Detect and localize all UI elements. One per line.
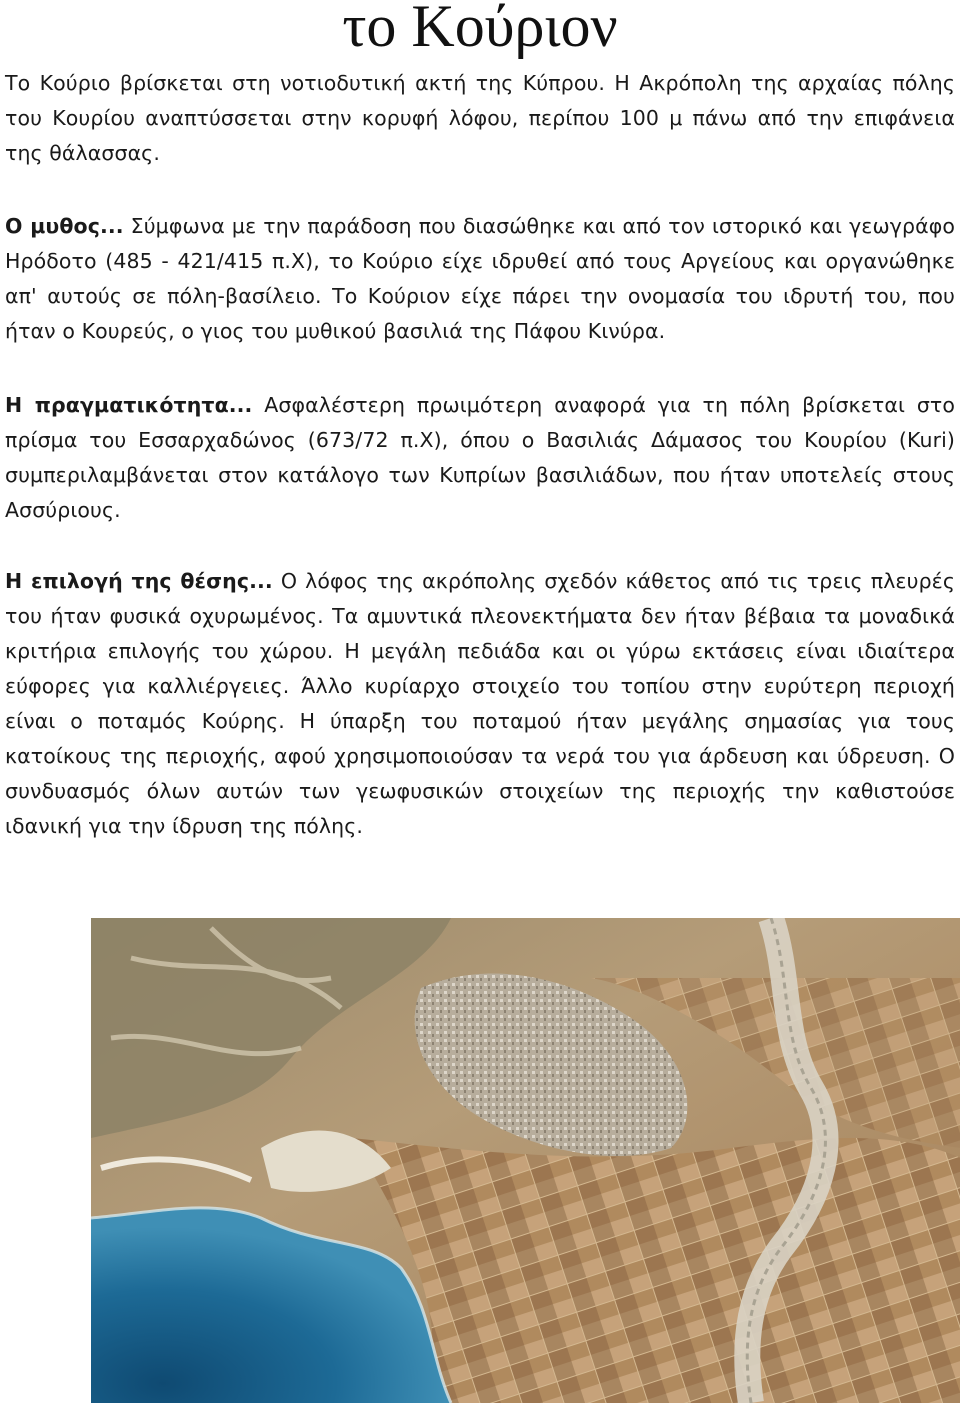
reality-heading: Η πραγματικότητα... (5, 393, 253, 417)
aerial-map-photo (91, 918, 960, 1403)
reality-paragraph (5, 388, 955, 528)
page-title: το Κούριον (342, 0, 618, 59)
site-choice-heading: Η επιλογή της θέσης... (5, 569, 273, 593)
myth-paragraph (5, 209, 955, 349)
site-choice-paragraph (5, 564, 955, 844)
field-area (351, 1138, 960, 1403)
reality-body: Ασφαλέστερη πρωιμότερη αναφορά για τη πόλη βρίσκεται στο πρίσμα του Εσσαρχαδώνος (673/72 π.Χ), όπου ο Βασιλιάς Δάμασος του Κουρίου (Kuri) συμπεριλαμβάνεται στον κατάλογο των Κυπρίων βασιλιάδων, που ήταν υποτελείς στους Ασσύριους. (5, 393, 956, 522)
site-choice-body: Ο λόφος της ακρόπολης σχεδόν κάθετος από τις τρεις πλευρές του ήταν φυσικά οχυρωμένος. Τα αμυντικά πλεονεκτήματα δεν ήταν βέβαια τα μοναδικά κριτήρια επιλογής του χώρου. Η μεγάλη πεδιάδα και οι γύρω εκτάσεις είναι ιδιαίτερα εύφορες για καλλιέργειες. Άλλο κυρίαρχο στοιχείο του τοπίου στην ευρύτερη περιοχή είναι ο ποταμός Κούρης. Η ύπαρξη του ποταμού ήταν μεγάλης σημασίας για τους κατοίκους της περιοχής, αφού χρησιμοποιούσαν τα νερά του για άρδευση και ύδρευση. Ο συνδυασμός όλων αυτών των γεωφυσικών στοιχείων της περιοχής την καθιστούσε ιδανική για την ίδρυση της πόλης. (5, 569, 955, 838)
aerial-map-illustration (91, 918, 960, 1403)
myth-heading: Ο μυθος... (5, 214, 124, 238)
myth-body: Σύμφωνα με την παράδοση που διασώθηκε και από τον ιστορικό και γεωγράφο Ηρόδοτο (485 - 421/415 π.Χ), το Κούριο είχε ιδρυθεί από τους Αργείους και οργανώθηκε απ' αυτούς σε πόλη-βασίλειο. Το Κούριον είχε πάρει την ονομασία του ιδρυτή του, που ήταν ο Κουρεύς, ο γιος του μυθικού βασιλιά της Πάφου Κινύρα. (5, 214, 955, 343)
intro-paragraph: Το Κούριο βρίσκεται στη νοτιοδυτική ακτή της Κύπρου. Η Ακρόπολη της αρχαίας πόλης του Κουρίου αναπτύσσεται στην κορυφή λόφου, περίπου 100 μ πάνω από την επιφάνεια της θάλασσας. (5, 71, 955, 165)
